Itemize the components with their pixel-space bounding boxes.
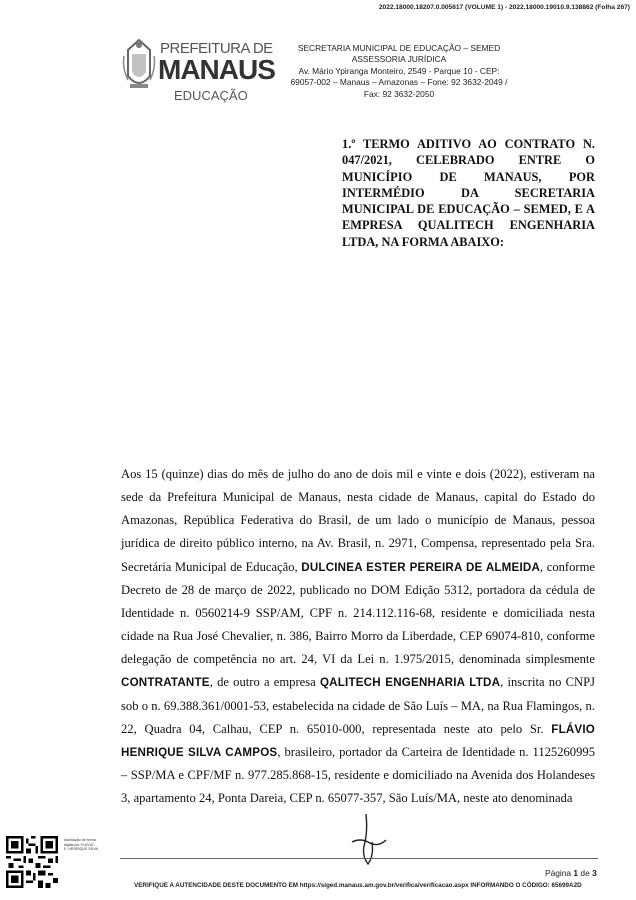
logo-line-prefeitura: PREFEITURA DE [160,40,273,57]
qr-caption-line: Assinação de forma [64,838,96,842]
verification-notice: VERIFIQUE A AUTENCIDADE DESTE DOCUMENTO EM https://siged.manaus.am.gov.br/verifica/verificacao.aspx INFORMANDO O CÓDIGO: 65699A2D [134,882,582,889]
logo-line-educacao: EDUCAÇÃO [174,88,248,103]
qr-caption [64,838,112,852]
page-label: Página [545,868,572,878]
secretary-name: DULCINEA ESTER PEREIRA DE ALMEIDA [301,560,541,574]
body-text-segment: , brasileiro, portador da Carteira de Identidade n. 1125260995 – SSP/MA e CPF/MF n. 977.285.868-15, residente e domiciliado na Avenida dos Holandeses 3, apartamento 24, Ponta Dareia, CEP n. 65077-357, São Luís/MA, neste ato denominada [121,744,595,806]
page-number [545,868,597,878]
contract-title: 1.º TERMO ADITIVO AO CONTRATO N. 047/2021, CELEBRADO ENTRE O MUNICÍPIO DE MANAUS, POR INTERMÉDIO DA SECRETARIA MUNICIPAL DE EDUCAÇÃO – SEMED, E A EMPRESA QUALITECH ENGENHARIA LTDA, NA FORMA ABAIXO: [342,137,595,249]
qr-caption-line: digital por FLÁVIO [64,842,94,847]
qr-caption-line: E. HENRIQUE SILVA [64,847,99,852]
body-text-segment: , de outro a empresa [209,675,320,690]
page-total: 3 [592,868,597,878]
body-text-segment: Aos 15 (quinze) dias do mês de julho do ano de dois mil e vinte e dois (2022), estiveram na sede da Prefeitura Municipal de Manaus, nesta cidade de Manaus, capital do Estado do Amazonas, República Federativa do Brasil, de um lado o município de Manaus, pessoa jurídica de direito público interno, na Av. Brasil, n. 2971, Compensa, representado pela Sra. Secretária Municipal de Educação, [121,467,595,574]
page-current: 1 [573,868,579,878]
header-line: Fax: 92 3632-2050 [363,88,435,99]
header-line: 69057-002 – Manaus – Amazonas – Fone: 92 3632-2049 / [290,77,508,88]
coat-of-arms-icon [120,36,158,94]
handwritten-signature [338,812,398,870]
prefeitura-logo [120,36,275,114]
header-line: Av. Mário Ypiranga Monteiro, 2549 - Parque 10 - CEP: [298,65,500,76]
logo-line-manaus: MANAUS [158,54,275,85]
contratante-label: CONTRATANTE [121,676,210,690]
document-reference: 2022.18000.18207.0.005617 (VOLUME 1) - 2022.18000.19010.9.138862 (Folha 267) [378,4,630,11]
page-of: de [580,868,590,878]
contract-body [121,463,595,810]
body-text-segment: , inscrita no CNPJ sob o n. 69.388.361/0001-53, estabelecida na cidade de São Luís – MA, na Rua Flamingos, n. 22, Quadra 04, Calhau, CEP n. 65010-000, representada neste ato pelo Sr. [121,675,595,736]
body-text-segment: , conforme Decreto de 28 de março de 2022, publicado no DOM Edição 5312, portadora da cédula de Identidade n. 0560214-9 SSP/AM, CPF n. 214.112.116-68, residente e domiciliada nesta cidade na Rua José Chevalier, n. 386, Bairro Morro da Liberdade, CEP 69074-810, conforme delegação de competência no art. 24, VI da Lei n. 1.975/2015, denominada simplesmente [121,559,595,667]
header-line: SECRETARIA MUNICIPAL DE EDUCAÇÃO – SEMED [297,43,501,53]
header-info [283,43,515,100]
representative-name: FLÁVIO HENRIQUE SILVA CAMPOS [121,722,595,759]
qr-code[interactable] [6,836,58,888]
company-name: QALITECH ENGENHARIA LTDA [319,676,501,690]
footer-divider [120,858,598,859]
header-line: ASSESSORIA JURÍDICA [351,54,447,65]
